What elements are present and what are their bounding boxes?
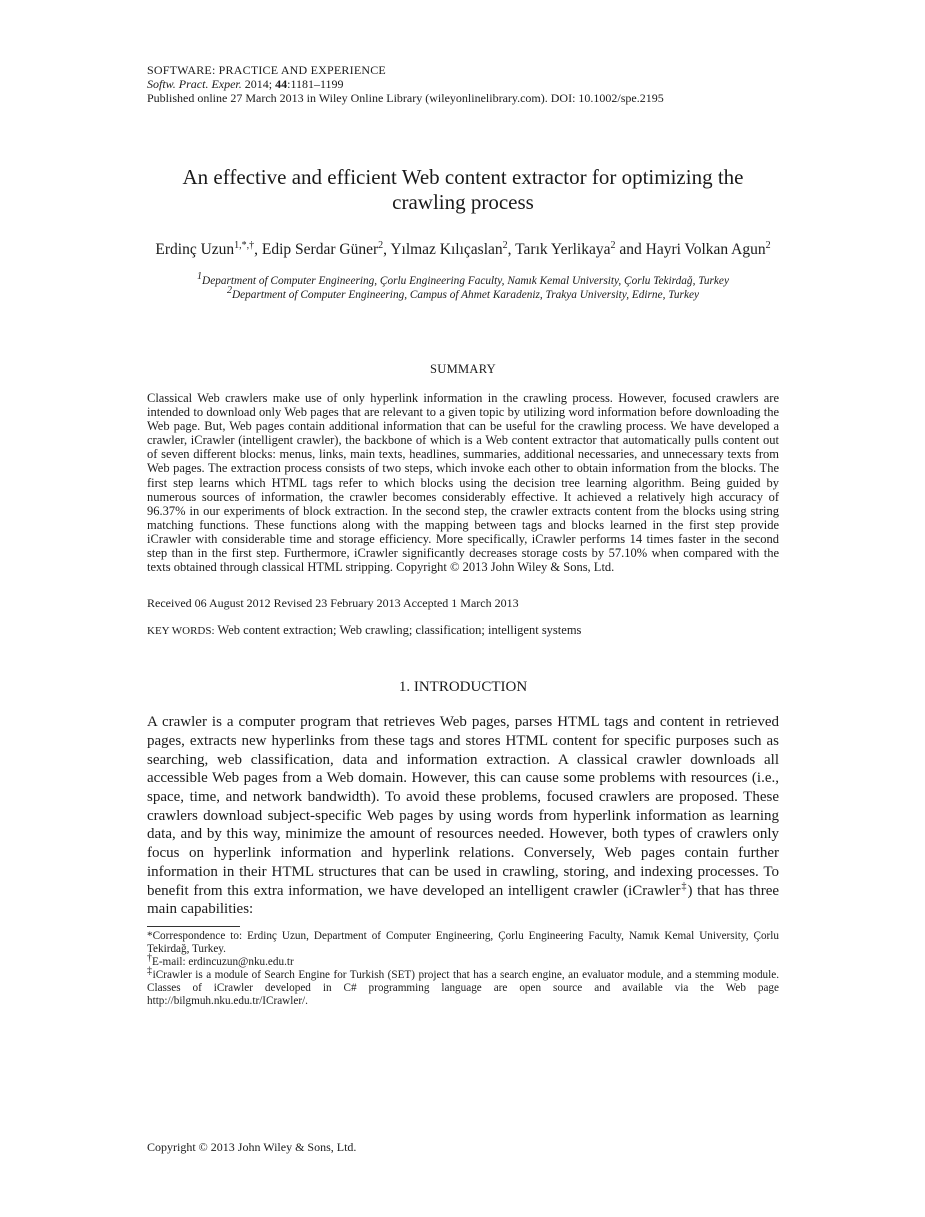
copyright-footer: Copyright © 2013 John Wiley & Sons, Ltd. <box>147 1140 357 1154</box>
journal-pages: :1181–1199 <box>287 77 344 91</box>
section-heading: 1. INTRODUCTION <box>398 679 528 696</box>
received-dates: Received 06 August 2012 Revised 23 February 2013 Accepted 1 March 2013 <box>147 596 519 611</box>
keywords-text: Web content extraction; Web crawling; classification; intelligent systems <box>214 623 582 638</box>
journal-volume: 44 <box>275 77 288 91</box>
affiliation: $^2$Department of Computer Engineering, Campus of Ahmet Karadeniz, Trakya University, Edirne, Turkey <box>226 285 699 301</box>
footnote-rule <box>147 926 240 927</box>
author: Yılmaz Kılıçaslan$^2$, <box>390 239 516 258</box>
footnotes <box>147 930 779 1009</box>
paper-page <box>147 63 779 1009</box>
keywords <box>147 623 779 638</box>
abstract-text: Classical Web crawlers make use of only hyperlink information in the crawling process. However, focused crawlers are intended to download only Web pages that are relevant to a given topic by utilizing word information before downloading the Web page. But, Web pages contain additional information that can be useful for the crawling process. We have developed a crawler, iCrawler (intelligent crawler), the backbone of which is a Web content extractor that automatically pulls content out of seven different blocks: menus, links, main texts, headlines, summaries, additional necessaries, and unnecessary texts from Web pages. The extraction process consists of two steps, which invoke each other to obtain information from the blocks. The first step learns which HTML tags refer to which blocks using the decision tree learning algorithm. Being guided by numerous sources of information, the crawler becomes considerably effective. It achieved a relatively high accuracy of 96.37% in our experiments of block extraction. In the second step, the crawler extracts content from the blocks using string matching functions. These functions along with the mapping between tags and blocks learned in the first step provide iCrawler with considerable time and storage efficiency. More specifically, iCrawler performs 14 times faster in the second step than in the first step. Furthermore, iCrawler significantly decreases storage costs by 57.10% when compared with the texts obtained through classical HTML stripping. Copyright © 2013 John Wiley & Sons, Ltd. <box>147 391 779 575</box>
intro-paragraph: A crawler is a computer program that retrieves Web pages, parses HTML tags and content in retrieved pages, extracts new hyperlinks from these tags and stores HTML content for specific purposes such as searching, web classification, data and information extraction. A classical crawler downloads all accessible Web pages from a Web domain. However, this can cause some problems with resources (i.e., space, time, and network bandwidth). To avoid these problems, focused crawlers are proposed. These crawlers download subject-specific Web pages by using words from hyperlink information as learning data, and by this way, minimize the amount of resources needed. However, both types of crawlers only focus on hyperlink information and hyperlink relations. Conversely, Web pages contain further information in their HTML structures that can be used in crawling, storing, and indexing processes. To benefit from this extra information, we have developed an intelligent crawler (iCrawler‡) that has three main capabilities: <box>147 714 780 918</box>
author-list <box>147 240 779 259</box>
published-line: Published online 27 March 2013 in Wiley Online Library (wileyonlinelibrary.com). DOI: 10.1002/spe.2195 <box>147 91 664 105</box>
paper-title: An effective and efficient Web content extractor for optimizing the crawling process <box>182 165 744 214</box>
author: Erdinç Uzun$^{1,*,\dagger}$, <box>155 239 262 258</box>
summary-heading: SUMMARY <box>429 362 496 376</box>
footnote-mark: ‡ <box>680 880 688 892</box>
journal-header <box>147 63 779 105</box>
affiliations <box>147 271 779 302</box>
affiliation: $^1$Department of Computer Engineering, Çorlu Engineering Faculty, Namık Kemal University, Çorlu Tekirdağ, Turkey <box>197 271 729 287</box>
journal-citation <box>147 77 779 91</box>
author: Hayri Volkan Agun$^2$ <box>645 239 771 258</box>
author: Edip Serdar Güner$^2$, <box>261 239 391 258</box>
footnote: ‡iCrawler is a module of Search Engine for Turkish (SET) project that has a search engine, an evaluator module, and a stemming module. Classes of iCrawler developed in C# programming language are open source and available via the Web page http://bilgmuh.nku.edu.tr/ICrawler/. <box>147 965 780 1008</box>
journal-abbrev: Softw. Pract. Exper. <box>147 77 242 91</box>
keywords-label: KEY WORDS: <box>147 625 215 638</box>
journal-name: SOFTWARE: PRACTICE AND EXPERIENCE <box>147 63 386 77</box>
footnote: †E-mail: erdincuzun@nku.edu.tr <box>147 952 294 969</box>
footnote: *Correspondence to: Erdinç Uzun, Department of Computer Engineering, Çorlu Engineering Faculty, Namık Kemal University, Çorlu Tekirdağ, Turkey. <box>147 929 779 956</box>
author: Tarık Yerlikaya$^2$ and <box>515 239 646 258</box>
journal-year: 2014; <box>241 77 276 91</box>
